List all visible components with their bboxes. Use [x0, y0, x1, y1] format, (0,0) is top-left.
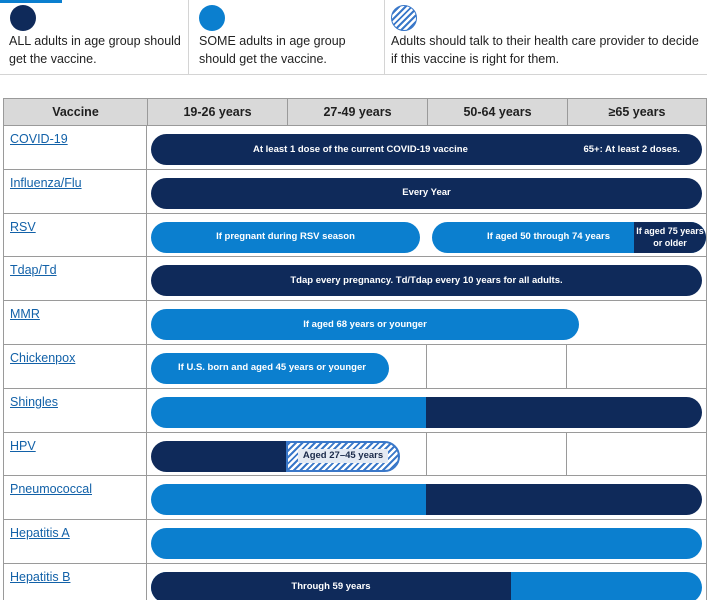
table-row-mmr	[3, 301, 707, 345]
vaccine-link-mmr[interactable]: MMR	[10, 307, 40, 322]
table-header	[3, 98, 707, 126]
table-row-hepatitis-a	[3, 520, 707, 564]
bar-hpv-talk	[286, 441, 400, 472]
vaccine-link-covid-19[interactable]: COVID-19	[10, 132, 68, 146]
vaccine-schedule-table	[3, 98, 707, 600]
legend-item-some	[189, 0, 385, 74]
vaccine-link-hpv[interactable]: HPV	[10, 438, 36, 453]
vaccine-link-shingles[interactable]: Shingles	[10, 394, 58, 409]
column-divider	[146, 476, 147, 519]
bar-pneumococcal-all	[426, 484, 702, 515]
column-divider	[566, 433, 567, 476]
column-divider	[146, 433, 147, 476]
vaccine-link-tdap-td[interactable]: Tdap/Td	[10, 263, 57, 278]
bar-mmr-label: If aged 68 years or younger	[303, 318, 427, 330]
header-age-65-plus: ≥65 years	[567, 99, 706, 125]
table-row-influenza	[3, 170, 707, 214]
header-age-27-49: 27-49 years	[287, 99, 427, 125]
legend	[0, 0, 707, 74]
bar-covid-19-all	[151, 134, 702, 165]
column-divider	[146, 257, 147, 300]
bar-chickenpox-label: If U.S. born and aged 45 years or younger	[178, 362, 366, 374]
bar-covid-19-label: At least 1 dose of the current COVID-19 vaccine	[253, 143, 468, 155]
table-row-rsv	[3, 214, 707, 258]
bar-rsv-75-plus	[634, 222, 706, 253]
bar-tdap-all	[151, 265, 702, 296]
bar-rsv-pregnant	[151, 222, 420, 253]
column-divider	[146, 389, 147, 432]
bar-chickenpox-some	[151, 353, 389, 384]
legend-item-talk	[385, 0, 707, 74]
vaccine-link-hepatitis-a[interactable]: Hepatitis A	[10, 526, 70, 541]
legend-item-all	[0, 0, 189, 74]
column-divider	[146, 345, 147, 388]
bar-shingles-some	[151, 397, 441, 428]
column-divider	[146, 564, 147, 600]
bar-rsv-pregnant-label: If pregnant during RSV season	[216, 231, 355, 243]
vaccine-link-hepatitis-b[interactable]: Hepatitis B	[10, 569, 71, 584]
table-row-tdap-td	[3, 257, 707, 301]
header-age-50-64: 50-64 years	[427, 99, 567, 125]
column-divider	[146, 301, 147, 344]
bar-covid-19-65-label: 65+: At least 2 doses.	[583, 143, 680, 155]
vaccine-link-influenza[interactable]: Influenza/Flu	[10, 175, 82, 190]
legend-text-all: ALL adults in age group should get the vaccine.	[9, 34, 181, 66]
bar-rsv-50-74-label: If aged 50 through 74 years	[487, 231, 611, 243]
column-divider	[146, 126, 147, 169]
bar-tdap-label: Tdap every pregnancy. Td/Tdap every 10 years for all adults.	[290, 274, 563, 286]
table-row-hepatitis-b	[3, 564, 707, 600]
talk-to-provider-hatched-circle-icon	[391, 5, 417, 31]
all-adults-circle-icon	[10, 5, 36, 31]
legend-divider	[0, 74, 707, 75]
bar-mmr-some	[151, 309, 579, 340]
vaccine-link-pneumococcal[interactable]: Pneumococcal	[10, 482, 92, 497]
column-divider	[146, 520, 147, 563]
bar-hepatitis-b-all	[151, 572, 511, 600]
legend-text-some: SOME adults in age group should get the vaccine.	[199, 34, 346, 66]
bar-hepatitis-a-some	[151, 528, 702, 559]
bar-pneumococcal-some	[151, 484, 441, 515]
bar-rsv-75-plus-label: If aged 75 years or older	[636, 226, 704, 249]
some-adults-circle-icon	[199, 5, 225, 31]
column-divider	[146, 170, 147, 213]
bar-hepatitis-b-label: Through 59 years	[291, 581, 371, 593]
table-row-covid-19	[3, 126, 707, 170]
column-divider	[426, 433, 427, 476]
header-vaccine: Vaccine	[52, 105, 99, 119]
table-row-shingles	[3, 389, 707, 433]
column-divider	[426, 345, 427, 388]
vaccine-link-rsv[interactable]: RSV	[10, 219, 36, 234]
column-divider	[566, 345, 567, 388]
table-row-pneumococcal	[3, 476, 707, 520]
table-row-hpv	[3, 433, 707, 477]
vaccine-link-chickenpox[interactable]: Chickenpox	[10, 350, 76, 365]
bar-influenza-all	[151, 178, 702, 209]
column-divider	[146, 214, 147, 257]
bar-hpv-label: Aged 27–45 years	[298, 449, 388, 463]
bar-influenza-label: Every Year	[402, 187, 451, 199]
header-age-19-26: 19-26 years	[147, 99, 287, 125]
bar-hpv-all	[151, 441, 299, 472]
bar-shingles-all	[426, 397, 702, 428]
legend-text-talk: Adults should talk to their health care provider to decide if this vaccine is right for them.	[391, 34, 699, 66]
table-row-chickenpox	[3, 345, 707, 389]
